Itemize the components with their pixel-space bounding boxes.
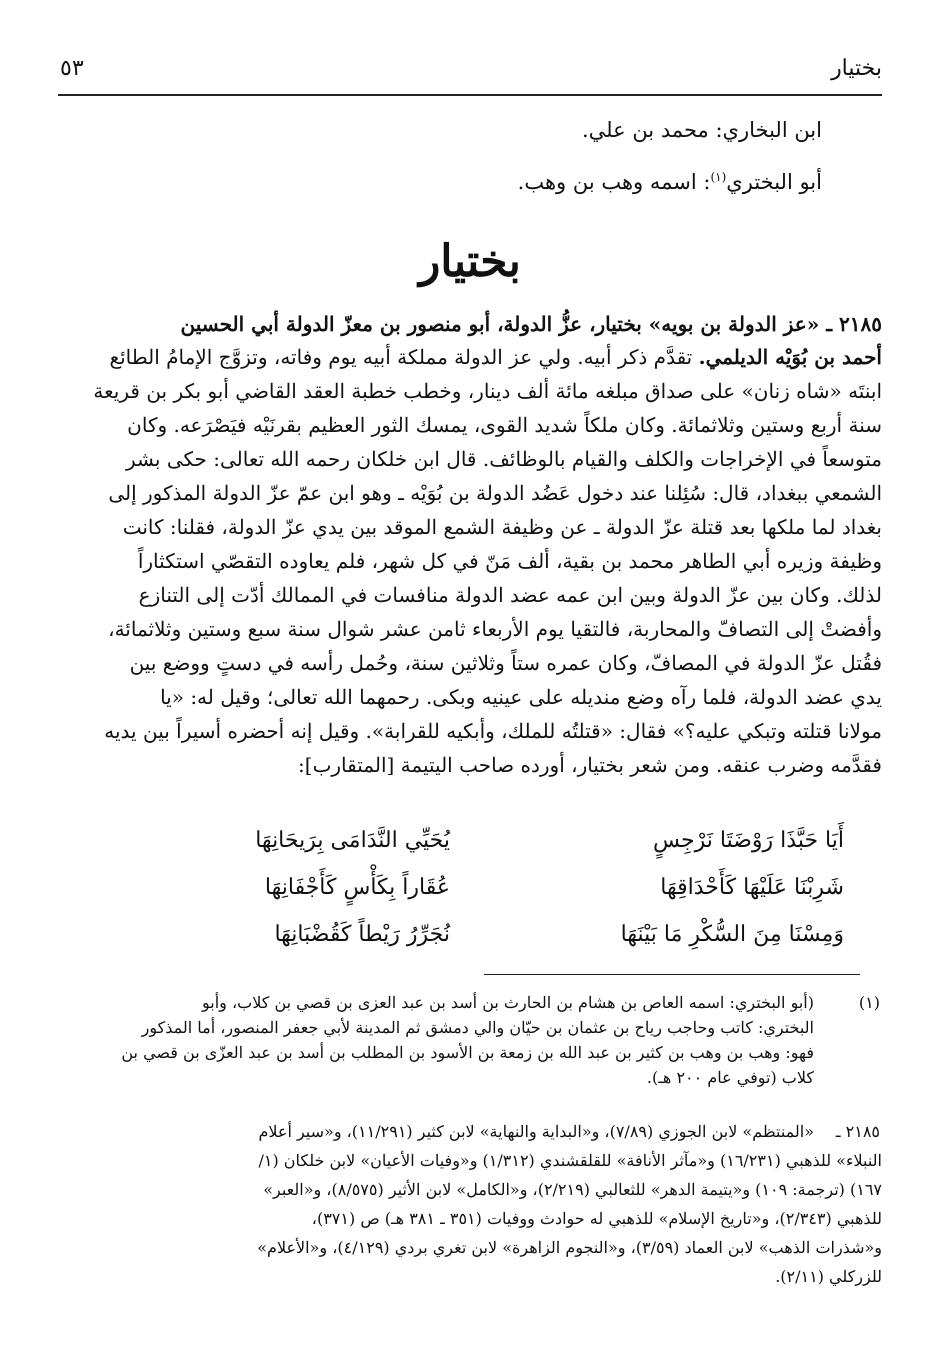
footnote-line: كلاب (توفي عام ٢٠٠ هـ). [646,1068,814,1087]
cross-reference-name: أبو البختري [726,170,822,194]
entry-line [138,549,882,573]
entry-line [123,515,882,539]
entry-line [126,447,882,471]
entry-line [298,753,882,777]
cross-reference [518,170,822,195]
page-number: ٥٣ [60,56,84,81]
poem-second-hemistich: عُقَاراً بِكَأْسٍ كَأَجْفَانِهَا [264,875,450,900]
poem-second-hemistich: نُجَرِّرُ رَيْطاً كَقُضْبَانِهَا [274,922,450,947]
entry-line-bold: أحمد بن بُوَيْه الديلمي. [698,345,882,369]
entry-lead-line: ٢١٨٥ ـ «عز الدولة بن بويه» بختيار، عزُّ الدولة، أبو منصور بن معزّ الدولة أبي الحسين [180,312,882,336]
footnote-line: «المنتظم» لابن الجوزي (٧/٨٩)، و«البداية والنهاية» لابن كثير (١١/٢٩١)، و«سير أعلام [258,1122,814,1141]
footnote-line: ١٦٧) (ترجمة: ١٠٩) و«يتيمة الدهر» للثعالبي (٢/٢١٩)، و«الكامل» لابن الأثير (٨/٥٧٥)، و«العبر» [263,1180,882,1199]
header-divider [58,94,882,96]
entry-line [93,379,882,403]
entry-line [139,583,882,607]
cross-reference-text: ابن البخاري: محمد بن علي. [581,118,822,142]
footnote-line: البختري: كاتب وحاجب رياح بن عثمان بن حيّان والي دمشق ثم المدينة لأبي جعفر المنصور، أما المذكور [141,1018,814,1037]
entry-line [108,617,882,641]
footnote-line: و«شذرات الذهب» لابن العماد (٣/٥٩)، و«النجوم الزاهرة» لابن تغري بردي (٤/١٢٩)، و«الأعلام» [257,1238,882,1257]
footnote-line: النبلاء» للذهبي (١٦/٢٣١) و«مآثر الأنافة» للقلقشندي (١/٣١٢) و«وفيات الأعيان» لابن خلكان (١/ [258,1151,882,1170]
poem-first-hemistich: شَرِبْنَا عَلَيْهَا كَأَحْدَاقِهَا [660,875,844,900]
footnote-line: فهو: وهب بن وهب بن كثير بن عبد الله بن زمعة بن الأسود بن المطلب بن أسد بن عبد العزّى بن قصي بن [121,1043,814,1062]
entry-line-text: تقدَّم ذكر أبيه. ولي عز الدولة مملكة أبيه يوم وفاته، وتزوَّج الإمامُ الطائع [109,345,699,369]
entry-line-text: سنة أربع وستين وثلاثمائة. وكان ملكاً شديد القوى، يمسك الثور العظيم بقرنَيْه فيَصْرَعه. وكان [127,413,882,437]
running-header-title: بختيار [831,56,882,81]
entry-line [109,345,882,369]
entry-line-text: فقدَّمه وضرب عنقه. ومن شعر بختيار، أورده صاحب اليتيمة [المتقارب]: [298,753,882,777]
entry-line-text: لذلك. وكان بين عزّ الدولة وبين ابن عمه عضد الدولة منافسات في الممالك أدّت إلى التنازع [138,583,882,607]
entry-line [127,413,882,437]
footnote-line: للذهبي (٢/٣٤٣)، و«تاريخ الإسلام» للذهبي له حوادث ووفيات (٣٥١ ـ ٣٨١ هـ) ص (٣٧١)، [311,1209,882,1228]
entry-line [104,719,882,743]
footnote-marker: ٢١٨٥ ـ [835,1122,880,1141]
footnote-line: للزركلي (٢/١١). [775,1267,882,1286]
entry-line-text: يدي عضد الدولة، فلما رآه وضع منديله على عينيه وبكى. رحمهما الله تعالى؛ وقيل له: «يا [160,685,882,709]
entry-line-text: وظيفة وزيره أبي الطاهر محمد بن بقية، ألف مَنّ في كل شهر، فلم يعاوده التقصّي استكثاراً [137,549,882,573]
footnote-reference: (١) [710,170,727,184]
entry-line [130,651,882,675]
footnote-line: (أبو البختري: اسمه العاص بن هشام بن الحارث بن أسد بن عبد العزى بن قصي بن كلاب، وأبو [201,993,814,1012]
cross-reference-text: : اسمه وهب بن وهب. [517,170,711,194]
entry-line [108,481,882,505]
poem-first-hemistich: وَمِسْنَا مِنَ السُّكْرِ مَا بَيْنَهَا [620,922,844,947]
cross-reference [582,118,822,143]
entry-line-text: ابنتَه «شاه زنان» على صداق مبلغه مائة ألف دينار، وخطب خطبة العقد القاضي أبو بكر بن قريعة [93,379,882,403]
entry-line-text: فقُتل عزّ الدولة في المصافّ، وكان عمره ستاً وثلاثين سنة، وحُمل رأسه في دستٍ ووضع بين [129,651,882,675]
entry-line [160,685,882,709]
section-heading: بختيار [419,236,521,287]
entry-line-text: بغداد لما ملكها بعد قتلة عزّ الدولة ـ عن وظيفة الشمع الموقد بين يدي عزّ الدولة، فقلنا: كانت [122,515,882,539]
entry-line-text: متوسعاً في الإخراجات والكلف والقيام بالوظائف. قال ابن خلكان رحمه الله تعالى: حكى بشر [126,447,882,471]
entry-line-text: وأفضتْ إلى التصافّ والمحاربة، فالتقيا يوم الأربعاء ثامن عشر شوال سنة سبع وستين وثلاثمائة، [108,617,882,641]
footnote-marker: (١) [858,993,880,1012]
poem-first-hemistich: أَيَا حَبَّذَا رَوْضَتَا نَرْجِسٍ [653,828,844,853]
poem-second-hemistich: يُحَيِّي النَّدَامَى بِرَيحَانِهَا [255,828,450,853]
entry-line-text: مولانا قتلته وتبكي عليه؟» فقال: «قتلتُه للملك، وأبكيه للقرابة». وقيل إنه أحضره أسيراً بين يديه [104,719,882,743]
footnote-divider [484,974,860,975]
entry-line-text: الشمعي ببغداد، قال: سُئِلنا عند دخول عَضُد الدولة بن بُوَيْه ـ وهو ابن عمّ عزّ الدولة المذكور إلى [108,481,882,505]
running-header [58,52,882,90]
